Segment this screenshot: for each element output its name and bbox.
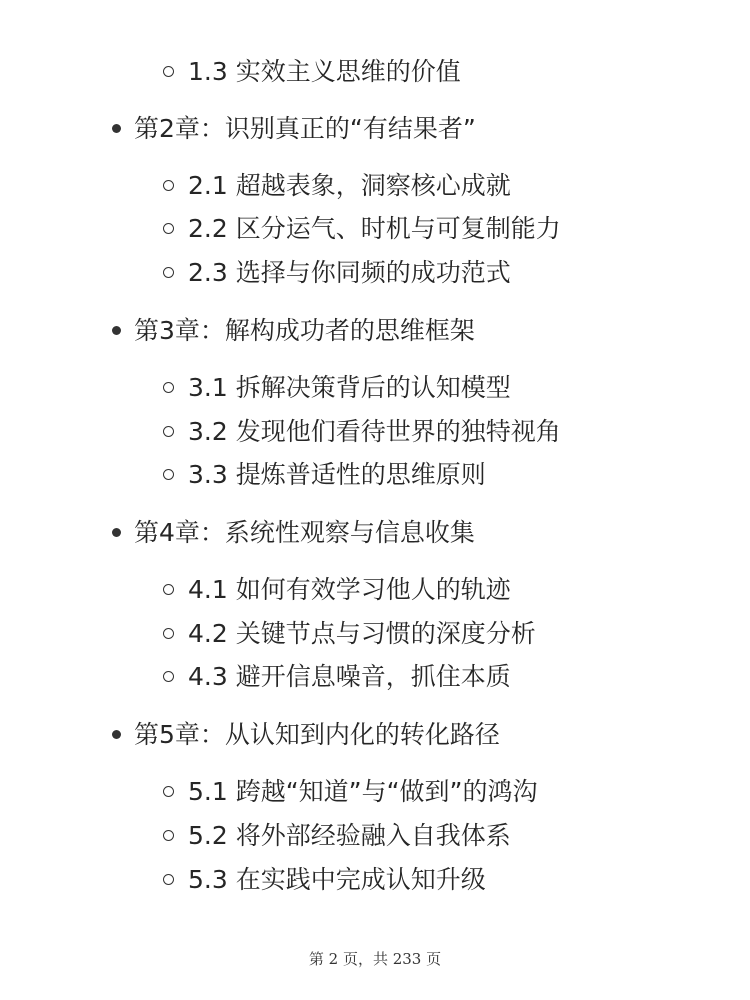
toc-item-label: 第3章：解构成功者的思维框架 [134, 315, 475, 345]
hollow-circle-bullet-icon [163, 628, 174, 639]
filled-circle-bullet-icon [112, 326, 121, 335]
filled-circle-bullet-icon [112, 730, 121, 739]
hollow-circle-bullet-icon [163, 267, 174, 278]
hollow-circle-bullet-icon [163, 469, 174, 480]
toc-item-label: 1.3 实效主义思维的价值 [188, 56, 461, 86]
hollow-circle-bullet-icon [163, 671, 174, 682]
toc-item-label: 4.3 避开信息噪音，抓住本质 [188, 661, 511, 691]
toc-section-item [0, 367, 750, 407]
toc-section-item [0, 569, 750, 609]
toc-section-item [0, 51, 750, 91]
toc-item-label: 第4章：系统性观察与信息收集 [134, 517, 475, 547]
hollow-circle-bullet-icon [163, 874, 174, 885]
hollow-circle-bullet-icon [163, 66, 174, 77]
toc-section-item [0, 411, 750, 451]
hollow-circle-bullet-icon [163, 426, 174, 437]
hollow-circle-bullet-icon [163, 223, 174, 234]
toc-section-item [0, 165, 750, 205]
toc-section-item [0, 859, 750, 899]
toc-item-label: 2.3 选择与你同频的成功范式 [188, 257, 511, 287]
toc-item-label: 3.2 发现他们看待世界的独特视角 [188, 416, 561, 446]
toc-section-item [0, 613, 750, 653]
filled-circle-bullet-icon [112, 528, 121, 537]
toc-chapter-item [0, 108, 750, 148]
toc-item-label: 3.1 拆解决策背后的认知模型 [188, 372, 511, 402]
toc-chapter-item [0, 714, 750, 754]
toc-item-label: 5.2 将外部经验融入自我体系 [188, 820, 511, 850]
toc-section-item [0, 656, 750, 696]
hollow-circle-bullet-icon [163, 830, 174, 841]
toc-chapter-item [0, 512, 750, 552]
toc-item-label: 4.2 关键节点与习惯的深度分析 [188, 618, 536, 648]
toc-item-label: 3.3 提炼普适性的思维原则 [188, 459, 486, 489]
toc-section-item [0, 815, 750, 855]
toc-section-item [0, 454, 750, 494]
toc-chapter-item [0, 310, 750, 350]
hollow-circle-bullet-icon [163, 786, 174, 797]
toc-item-label: 2.2 区分运气、时机与可复制能力 [188, 213, 561, 243]
filled-circle-bullet-icon [112, 124, 121, 133]
toc-item-label: 第2章：识别真正的“有结果者” [134, 113, 476, 143]
toc-section-item [0, 208, 750, 248]
toc-item-label: 4.1 如何有效学习他人的轨迹 [188, 574, 511, 604]
hollow-circle-bullet-icon [163, 382, 174, 393]
toc-item-label: 5.3 在实践中完成认知升级 [188, 864, 486, 894]
toc-section-item [0, 252, 750, 292]
hollow-circle-bullet-icon [163, 584, 174, 595]
hollow-circle-bullet-icon [163, 180, 174, 191]
toc-section-item [0, 771, 750, 811]
page-number-footer: 第 2 页，共 233 页 [308, 950, 442, 968]
toc-item-label: 2.1 超越表象，洞察核心成就 [188, 170, 511, 200]
toc-item-label: 第5章：从认知到内化的转化路径 [134, 719, 500, 749]
toc-item-label: 5.1 跨越“知道”与“做到”的鸿沟 [188, 776, 538, 806]
